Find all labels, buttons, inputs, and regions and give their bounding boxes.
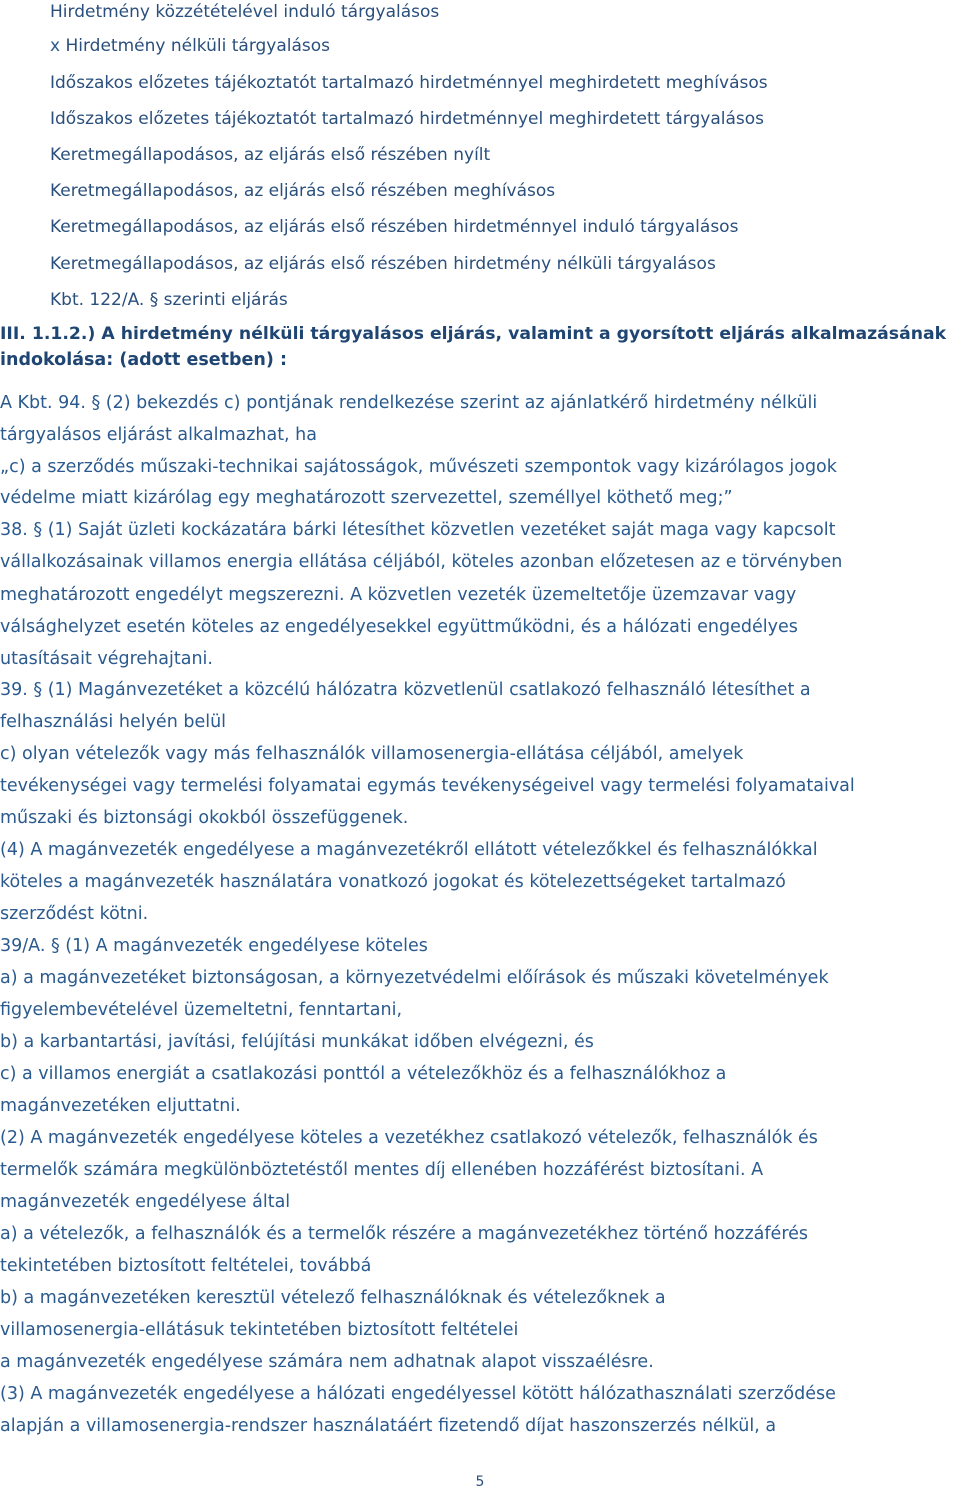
paragraph-line: 39/A. § (1) A magánvezeték engedélyese köteles bbox=[0, 936, 428, 956]
paragraph-line: magánvezetéken eljuttatni. bbox=[0, 1096, 241, 1116]
paragraph-line: b) a karbantartási, javítási, felújítási munkákat időben elvégezni, és bbox=[0, 1032, 594, 1052]
option-line: Kbt. 122/A. § szerinti eljárás bbox=[50, 290, 288, 310]
paragraph-line: (4) A magánvezeték engedélyese a magánvezetékről ellátott vételezőkkel és felhasználókkal bbox=[0, 840, 818, 860]
section-heading: indokolása: (adott esetben) : bbox=[0, 350, 287, 370]
section-heading: III. 1.1.2.) A hirdetmény nélküli tárgyalásos eljárás, valamint a gyorsított eljárás alkalmazásának bbox=[0, 324, 947, 344]
paragraph-line: termelők számára megkülönböztetéstől mentes díj ellenében hozzáférést biztosítani. A bbox=[0, 1160, 764, 1180]
paragraph-line: villamosenergia-ellátásuk tekintetében biztosított feltételei bbox=[0, 1320, 519, 1340]
paragraph-line: „c) a szerződés műszaki-technikai sajátosságok, művészeti szempontok vagy kizárólagos jogok bbox=[0, 457, 837, 477]
paragraph-line: c) a villamos energiát a csatlakozási ponttól a vételezőkhöz és a felhasználókhoz a bbox=[0, 1064, 727, 1084]
option-label: Hirdetmény nélküli tárgyalásos bbox=[65, 36, 331, 56]
paragraph-line: alapján a villamosenergia-rendszer használatáért fizetendő díjat haszonszerzés nélkül, a bbox=[0, 1416, 777, 1436]
paragraph-line: válsághelyzet esetén köteles az engedélyesekkel együttműködni, és a hálózati engedélyes bbox=[0, 617, 798, 637]
paragraph-line: 38. § (1) Saját üzleti kockázatára bárki létesíthet közvetlen vezetéket saját maga vagy kapcsolt bbox=[0, 520, 836, 540]
paragraph-line: tekintetében biztosított feltételei, továbbá bbox=[0, 1256, 372, 1276]
option-line: Keretmegállapodásos, az eljárás első részében hirdetménnyel induló tárgyalásos bbox=[50, 217, 739, 237]
option-line-selected bbox=[50, 34, 960, 58]
paragraph-line: szerződést kötni. bbox=[0, 904, 149, 924]
paragraph-line: a) a vételezők, a felhasználók és a termelők részére a magánvezetékhez történő hozzáférés bbox=[0, 1224, 809, 1244]
paragraph-line: magánvezeték engedélyese által bbox=[0, 1192, 291, 1212]
paragraph-line: (2) A magánvezeték engedélyese köteles a vezetékhez csatlakozó vételezők, felhasználók és bbox=[0, 1128, 818, 1148]
paragraph-line: védelme miatt kizárólag egy meghatározott szervezettel, személlyel köthető meg;” bbox=[0, 488, 733, 508]
paragraph-line: c) olyan vételezők vagy más felhasználók villamosenergia-ellátása céljából, amelyek bbox=[0, 744, 744, 764]
paragraph-line: műszaki és biztonsági okokból összefüggenek. bbox=[0, 808, 409, 828]
option-line: Keretmegállapodásos, az eljárás első részében hirdetmény nélküli tárgyalásos bbox=[50, 254, 716, 274]
option-line: Keretmegállapodásos, az eljárás első részében meghívásos bbox=[50, 181, 556, 201]
paragraph-line: vállalkozásainak villamos energia ellátása céljából, köteles azonban előzetesen az e törvényben bbox=[0, 552, 843, 572]
paragraph-line: meghatározott engedélyt megszerezni. A közvetlen vezeték üzemeltetője üzemzavar vagy bbox=[0, 585, 797, 605]
paragraph-line: figyelembevételével üzemeltetni, fenntartani, bbox=[0, 1000, 403, 1020]
paragraph-line: a) a magánvezetéket biztonságosan, a környezetvédelmi előírások és műszaki követelmények bbox=[0, 968, 829, 988]
paragraph-line: tárgyalásos eljárást alkalmazhat, ha bbox=[0, 425, 317, 445]
paragraph-line: (3) A magánvezeték engedélyese a hálózati engedélyessel kötött hálózathasználati szerződése bbox=[0, 1384, 836, 1404]
paragraph-line: 39. § (1) Magánvezetéket a közcélú hálózatra közvetlenül csatlakozó felhasználó létesíthet a bbox=[0, 680, 811, 700]
page-number: 5 bbox=[475, 1474, 485, 1490]
option-line: Időszakos előzetes tájékoztatót tartalmazó hirdetménnyel meghirdetett meghívásos bbox=[50, 73, 768, 93]
paragraph-line: utasításait végrehajtani. bbox=[0, 649, 213, 669]
option-line: Időszakos előzetes tájékoztatót tartalmazó hirdetménnyel meghirdetett tárgyalásos bbox=[50, 109, 765, 129]
option-line: Keretmegállapodásos, az eljárás első részében nyílt bbox=[50, 145, 491, 165]
paragraph-line: tevékenységei vagy termelési folyamatai egymás tevékenységeivel vagy termelési folyamataival bbox=[0, 776, 855, 796]
paragraph-line: a magánvezeték engedélyese számára nem adhatnak alapot visszaélésre. bbox=[0, 1352, 654, 1372]
selected-mark: x bbox=[50, 36, 61, 56]
paragraph-line: b) a magánvezetéken keresztül vételező felhasználóknak és vételezőknek a bbox=[0, 1288, 666, 1308]
option-line: Hirdetmény közzétételével induló tárgyalásos bbox=[50, 2, 440, 22]
paragraph-line: A Kbt. 94. § (2) bekezdés c) pontjának rendelkezése szerint az ajánlatkérő hirdetmény nélküli bbox=[0, 393, 818, 413]
paragraph-line: köteles a magánvezeték használatára vonatkozó jogokat és kötelezettségeket tartalmazó bbox=[0, 872, 786, 892]
paragraph-line: felhasználási helyén belül bbox=[0, 712, 227, 732]
